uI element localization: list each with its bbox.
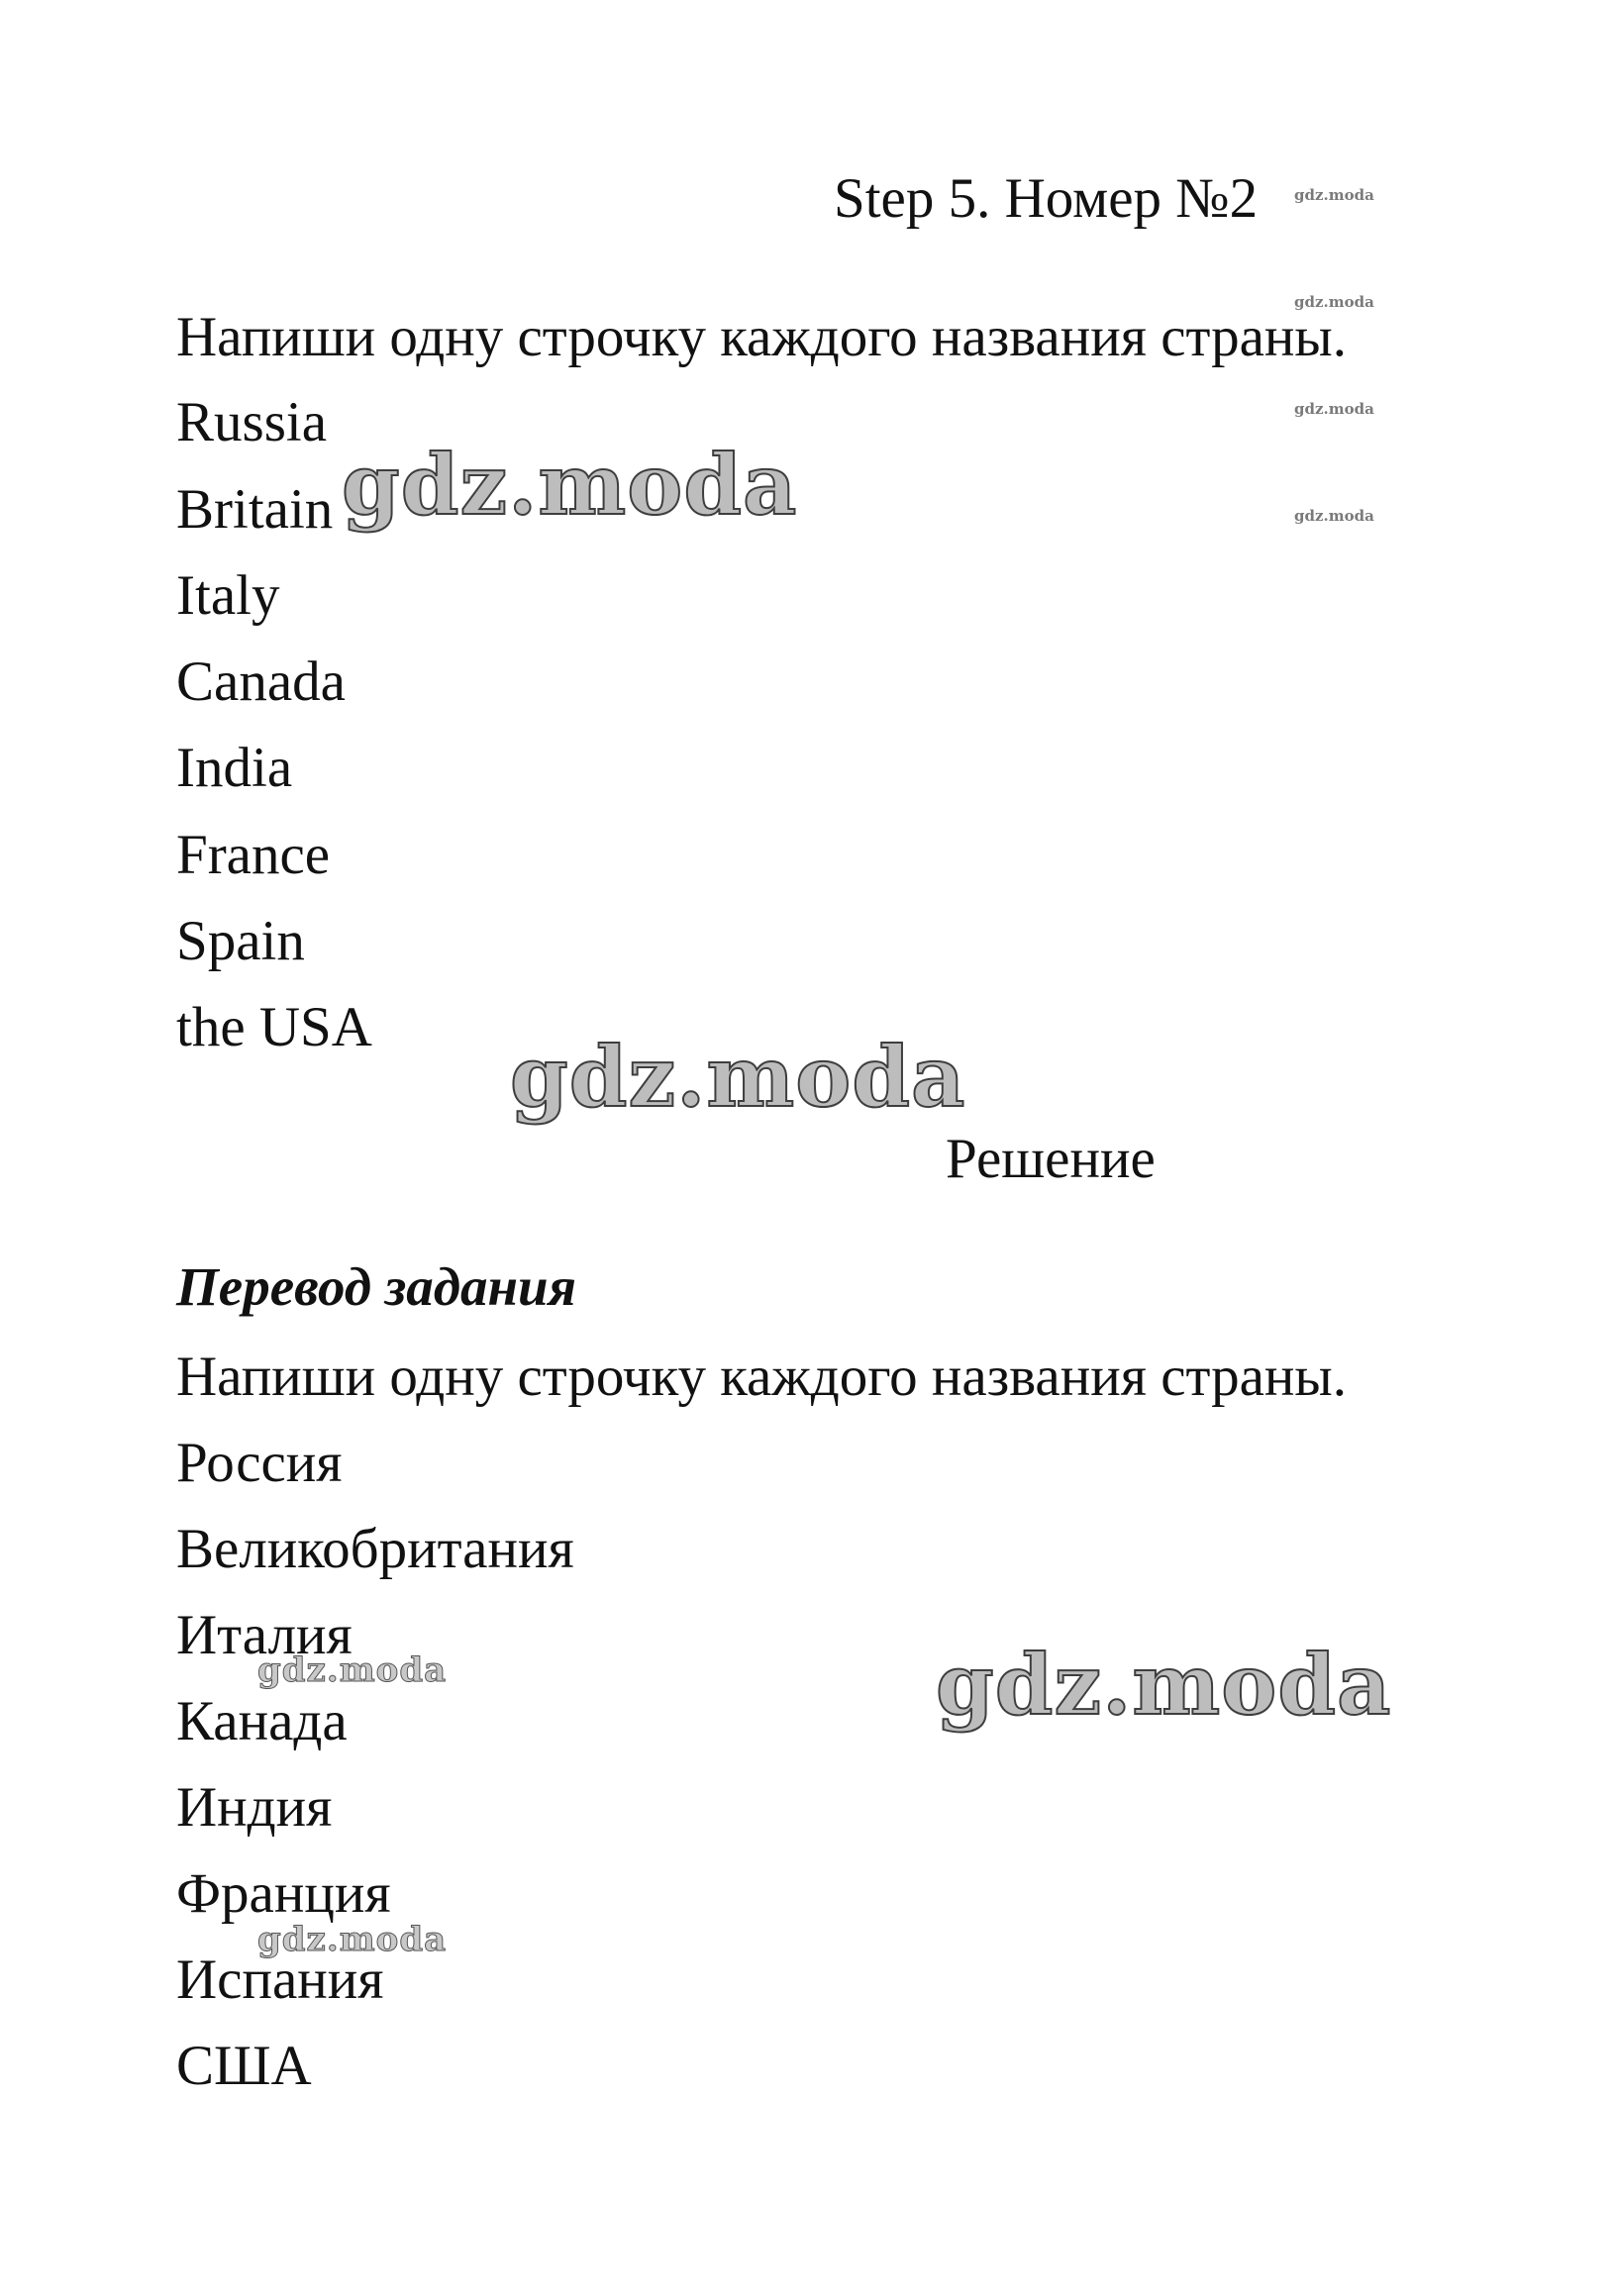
- watermark: gdz.moda: [936, 1636, 1392, 1734]
- task-instruction: Напиши одну строчку каждого названия страны.: [176, 306, 1347, 368]
- country-item: the USA: [176, 996, 372, 1058]
- country-item: France: [176, 824, 331, 886]
- watermark: gdz.moda: [1294, 293, 1374, 311]
- watermark: gdz.moda: [342, 436, 798, 534]
- translated-country-item: Великобритания: [176, 1518, 574, 1580]
- translated-country-item: Канада: [176, 1690, 348, 1752]
- country-item: Canada: [176, 650, 346, 713]
- watermark: gdz.moda: [1294, 400, 1374, 418]
- watermark: gdz.moda: [257, 1650, 448, 1690]
- watermark: gdz.moda: [1294, 186, 1374, 204]
- watermark: gdz.moda: [1294, 507, 1374, 525]
- watermark: gdz.moda: [257, 1920, 448, 1959]
- country-item: Italy: [176, 564, 280, 627]
- translated-country-item: Италия: [176, 1604, 353, 1666]
- translation-instruction: Напиши одну строчку каждого названия страны.: [176, 1346, 1347, 1408]
- solution-label: Решение: [946, 1128, 1156, 1190]
- translation-heading: Перевод задания: [176, 1256, 576, 1317]
- translated-country-item: Испания: [176, 1948, 384, 2011]
- translated-country-item: Россия: [176, 1432, 343, 1494]
- country-item: Russia: [176, 391, 328, 453]
- translated-country-item: Франция: [176, 1862, 391, 1925]
- country-item: Britain: [176, 478, 334, 541]
- watermark: gdz.moda: [510, 1028, 966, 1126]
- country-item: India: [176, 737, 293, 799]
- translated-country-item: Индия: [176, 1776, 333, 1839]
- page-title: Step 5. Номер №2: [834, 167, 1259, 230]
- country-item: Spain: [176, 910, 305, 972]
- translated-country-item: США: [176, 2035, 312, 2097]
